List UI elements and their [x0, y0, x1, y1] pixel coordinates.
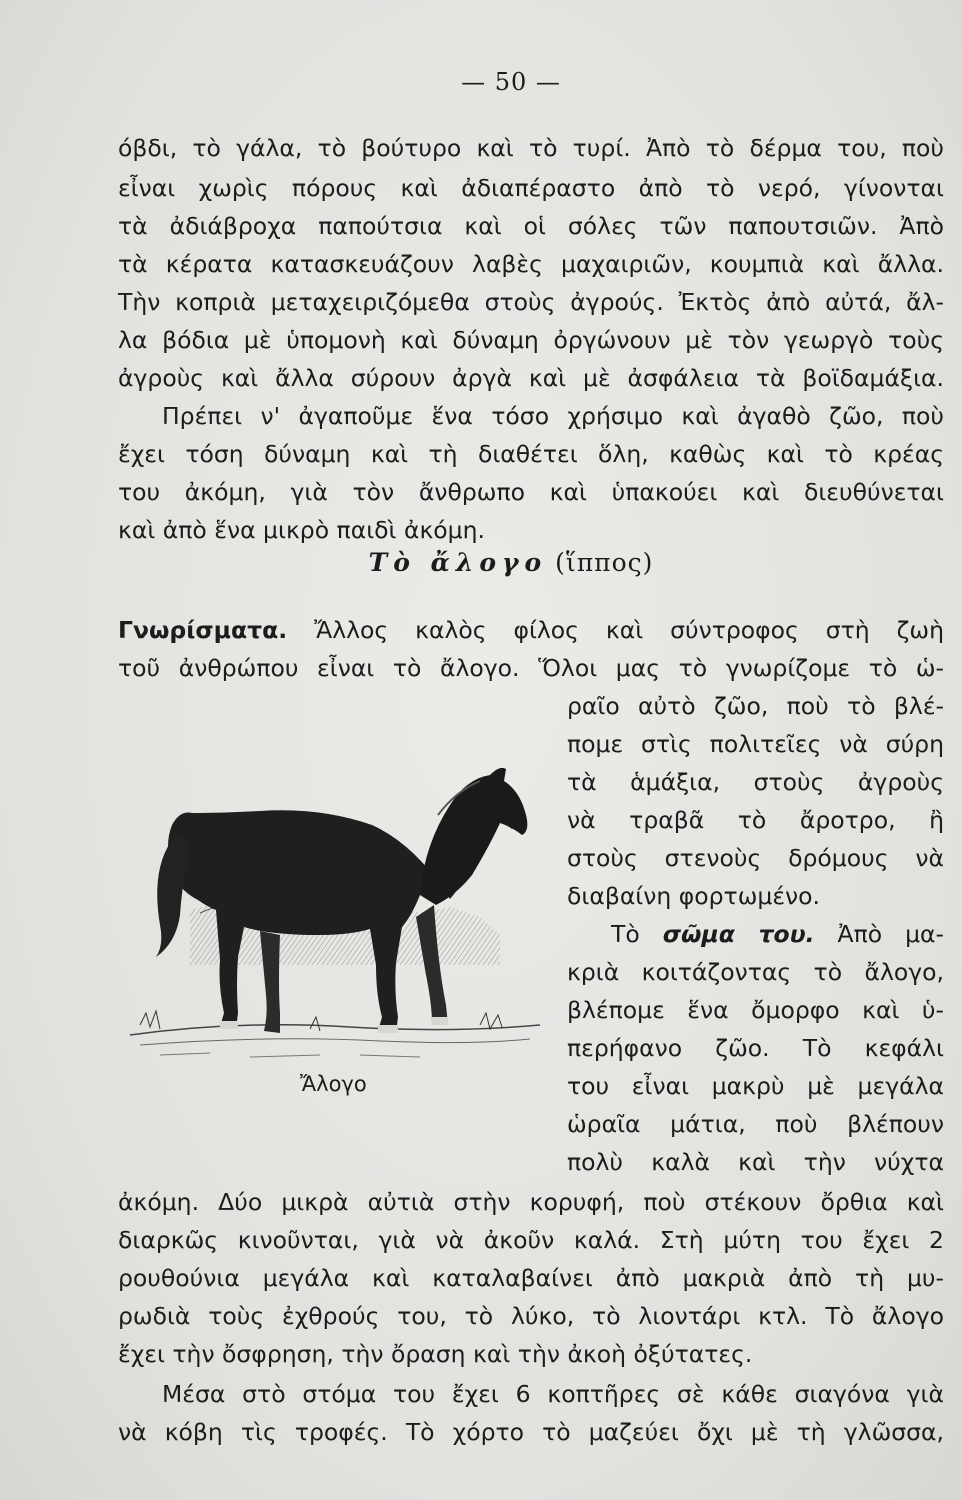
text-line: εἶναι χωρὶς πόρους καὶ ἀδιαπέραστο ἀπὸ τὸ νερό, γίνονται [118, 174, 944, 202]
text-line: ἔχει τόση δύναμη καὶ τὴ διαθέτει ὅλη, καθὼς καὶ τὸ κρέας [118, 440, 944, 468]
text-line: τὰ ἀδιάβροχα παπούτσια καὶ οἱ σόλες τῶν παπουτσιῶν. Ἀπὸ [118, 212, 944, 240]
soma-pre: Τὸ [611, 920, 640, 948]
text-line: νὰ κόβη τὶς τροφές. Τὸ χόρτο τὸ μαζεύει ὄχι μὲ τὴ γλῶσσα, [118, 1418, 944, 1446]
text-line: Τὴν κοπριὰ μεταχειριζόμεθα στοὺς ἀγρούς. Ἐκτὸς ἀπὸ αὐτά, ἄλ- [118, 288, 944, 316]
text-line: του εἶναι μακρὺ μὲ μεγάλα [567, 1072, 944, 1100]
gnorismata-text: Ἄλλος καλὸς φίλος καὶ σύντροφος στὴ ζωὴ [314, 616, 944, 644]
text-line: ἀγροὺς καὶ ἄλλα σύρουν ἀργὰ καὶ μὲ ἀσφάλεια τὰ βοϊδαμάξια. [118, 364, 944, 392]
text-line: τὰ ἁμάξια, στοὺς ἀγροὺς [567, 768, 944, 796]
text-line: λα βόδια μὲ ὑπομονὴ καὶ δύναμη ὀργώνουν μὲ τὸν γεωργὸ τοὺς [118, 326, 944, 354]
text-line: τὰ κέρατα κατασκευάζουν λαβὲς μαχαιριῶν, κουμπιὰ καὶ ἄλλα. [118, 250, 944, 278]
text-line [567, 916, 944, 952]
text-line: ἔχει τὴν ὄσφρηση, τὴν ὄραση καὶ τὴν ἀκοὴ ὀξύτατες. [118, 1340, 753, 1368]
text-line: περήφανο ζῶο. Τὸ κεφάλι [567, 1034, 944, 1062]
soma-post: Ἀπὸ μα- [837, 920, 944, 948]
figure-caption: Ἄλογο [300, 1072, 367, 1096]
text-line: τοῦ ἀνθρώπου εἶναι τὸ ἄλογο. Ὅλοι μας τὸ γνωρίζομε τὸ ὡ- [118, 654, 944, 682]
text-line: διαρκῶς κινοῦνται, γιὰ νὰ ἀκοῦν καλά. Στὴ μύτη του ἔχει 2 [118, 1226, 944, 1254]
text-line: όβδι, τὸ γάλα, τὸ βούτυρο καὶ τὸ τυρί. Ἀπὸ τὸ δέρμα του, ποὺ [118, 134, 944, 162]
section-title: Τὸ ἄλογο [368, 548, 548, 577]
horse-illustration [120, 695, 550, 1085]
text-line: Πρέπει ν' ἀγαποῦμε ἕνα τόσο χρήσιμο καὶ ἀγαθὸ ζῶο, ποὺ [162, 402, 944, 430]
gnorismata-label: Γνωρίσματα. [118, 616, 288, 644]
text-line: Μέσα στὸ στόμα του ἔχει 6 κοπτῆρες σὲ κάθε σιαγόνα γιὰ [162, 1380, 944, 1408]
text-line: ρωδιὰ τοὺς ἐχθρούς του, τὸ λύκο, τὸ λιοντάρι κτλ. Τὸ ἄλογο [118, 1302, 944, 1330]
text-line: ἀκόμη. Δύο μικρὰ αὐτιὰ στὴν κορυφή, ποὺ στέκουν ὄρθια καὶ [118, 1188, 944, 1216]
text-line: νὰ τραβᾶ τὸ ἄροτρο, ἢ [567, 806, 944, 834]
text-line: ρουθούνια μεγάλα καὶ καταλαβαίνει ἀπὸ μακριὰ ἀπὸ τὴ μυ- [118, 1264, 944, 1292]
text-line: βλέπομε ἕνα ὄμορφο καὶ ὑ- [567, 996, 944, 1024]
text-line: του ἀκόμη, γιὰ τὸν ἄνθρωπο καὶ ὑπακούει καὶ διευθύνεται [118, 478, 944, 506]
section-heading [0, 548, 962, 577]
text-line: ραῖο αὐτὸ ζῶο, ποὺ τὸ βλέ- [567, 692, 944, 720]
text-line: πομε στὶς πολιτεῖες νὰ σύρη [567, 730, 944, 758]
text-line: πολὺ καλὰ καὶ τὴν νύχτα [567, 1148, 944, 1176]
text-line: ὡραῖα μάτια, ποὺ βλέπουν [567, 1110, 944, 1138]
text-line [118, 612, 944, 648]
text-line: στοὺς στενοὺς δρόμους νὰ [567, 844, 944, 872]
section-subtitle: (ἵππος) [555, 548, 654, 577]
page-number: — 50 — [461, 68, 561, 96]
soma-label: σῶμα του. [662, 920, 815, 948]
text-line: καὶ ἀπὸ ἕνα μικρὸ παιδὶ ἀκόμη. [118, 516, 485, 544]
text-line: διαβαίνη φορτωμένο. [567, 882, 821, 910]
text-line: κριὰ κοιτάζοντας τὸ ἄλογο, [567, 958, 944, 986]
